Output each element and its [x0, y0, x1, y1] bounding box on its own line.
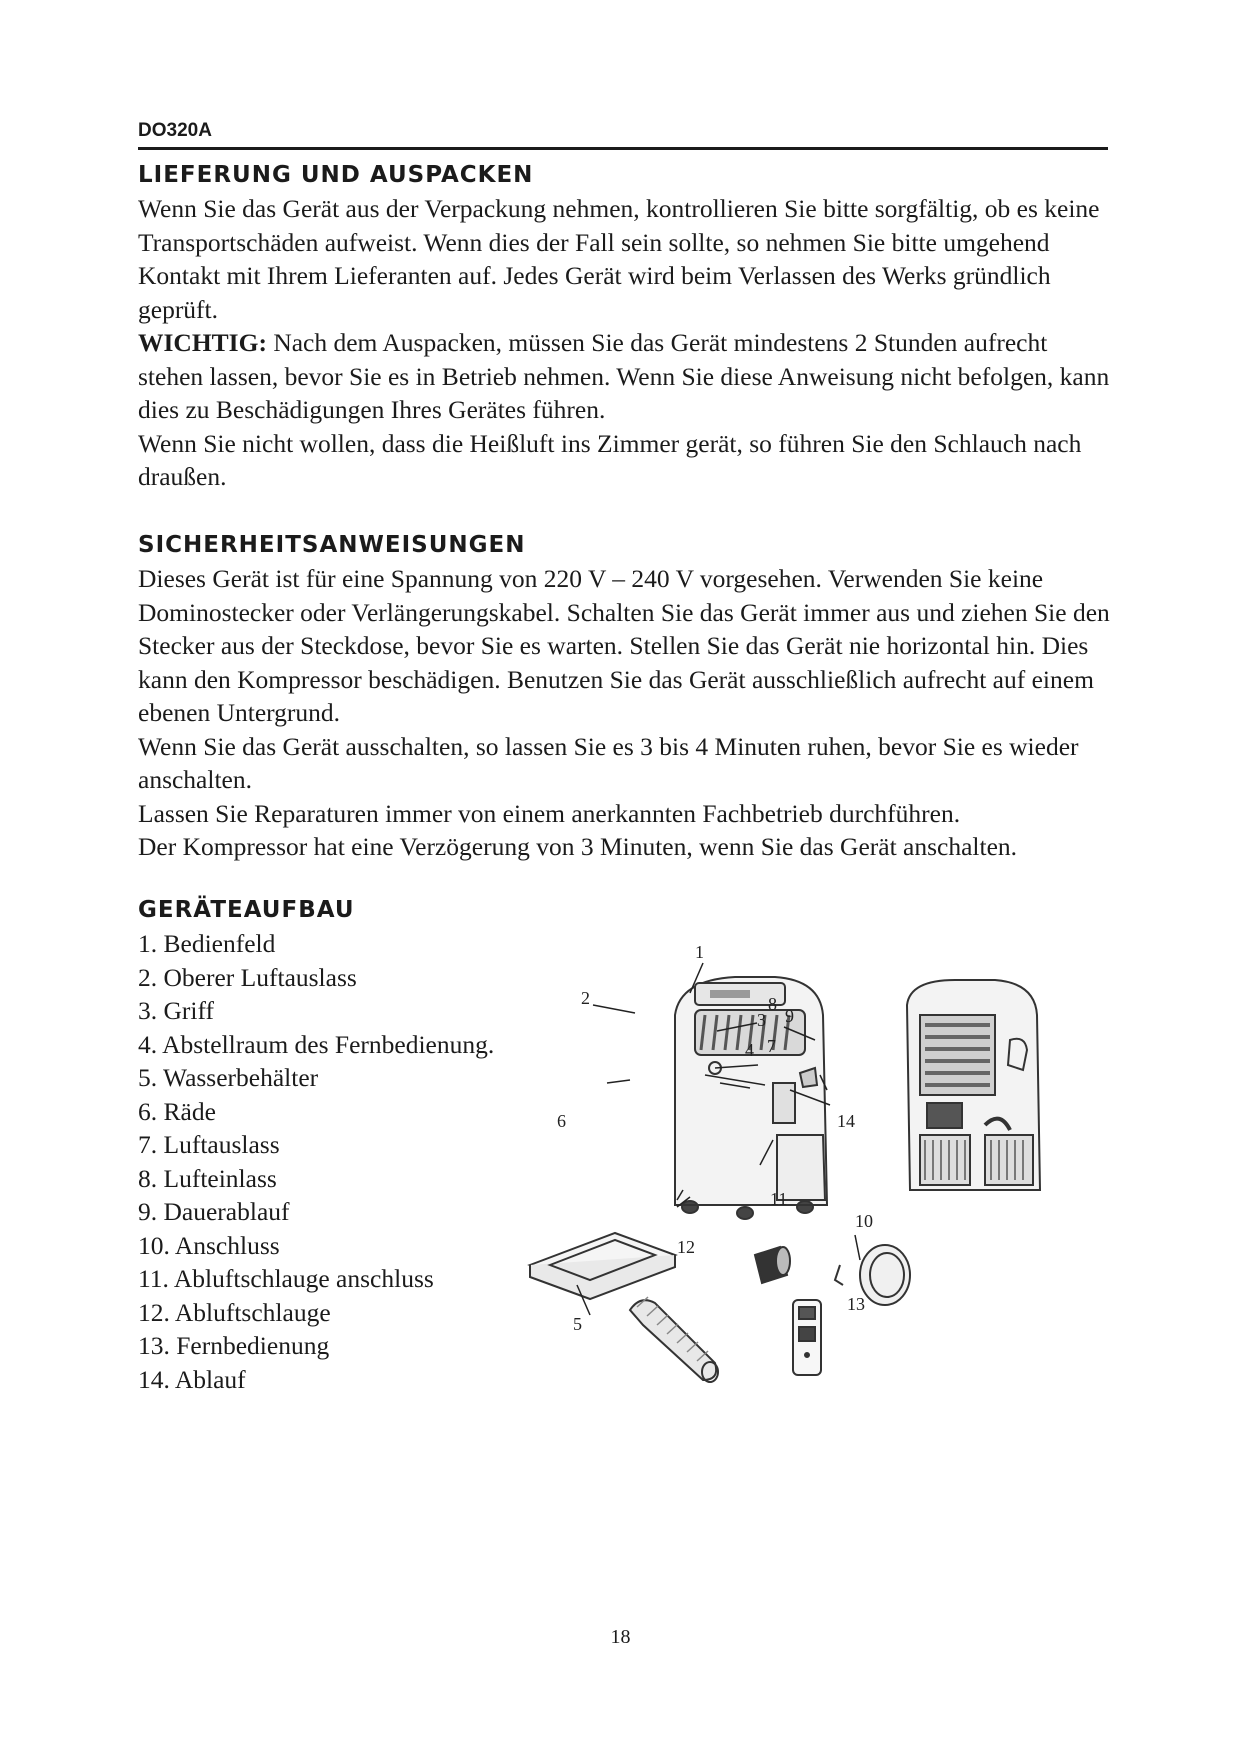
- front-unit-illustration: [675, 977, 827, 1219]
- list-item: 11. Abluftschlauge anschluss: [138, 1264, 434, 1293]
- safety-paragraph-2: Wenn Sie das Gerät ausschalten, so lassen Sie es 3 bis 4 Minuten ruhen, bevor Sie es wieder anschalten.: [138, 731, 1079, 794]
- list-item: 2. Oberer Luftauslass: [138, 962, 357, 992]
- safety-paragraph-4: Der Kompressor hat eine Verzögerung von 3 Minuten, wenn Sie das Gerät anschalten.: [138, 832, 1018, 861]
- list-item: 3. Griff: [138, 996, 215, 1025]
- important-label: WICHTIG:: [138, 328, 267, 357]
- diagram-label-13: 13: [847, 1294, 865, 1314]
- list-item: 4. Abstellraum des Fernbedienung.: [138, 1029, 495, 1059]
- delivery-paragraph-2: [138, 326, 1118, 427]
- diagram-label-11: 11: [770, 1189, 788, 1209]
- list-item: 9. Dauerablauf: [138, 1197, 290, 1226]
- back-unit-illustration: [907, 980, 1040, 1190]
- diagram-label-7: 7: [767, 1036, 776, 1056]
- diagram-label-12: 12: [677, 1237, 695, 1257]
- list-item: 7. Luftauslass: [138, 1130, 280, 1159]
- diagram-label-3: 3: [757, 1010, 766, 1030]
- page-number: 18: [610, 1626, 631, 1648]
- list-item: 12. Abluftschlauge: [138, 1297, 331, 1327]
- section-heading-components: GERÄTEAUFBAU: [138, 897, 355, 923]
- list-item: 5. Wasserbehälter: [138, 1063, 319, 1092]
- list-item: 13. Fernbedienung: [138, 1331, 330, 1360]
- model-number: DO320A: [138, 120, 212, 141]
- water-tray-illustration: [530, 1233, 675, 1299]
- diagram-label-6: 6: [557, 1111, 566, 1131]
- diagram-label-2: 2: [581, 988, 590, 1008]
- diagram-label-4: 4: [745, 1040, 754, 1060]
- components-list: [138, 927, 558, 1396]
- list-item: 1. Bedienfeld: [138, 929, 276, 958]
- safety-paragraph-3: Lassen Sie Reparaturen immer von einem anerkannten Fachbetrieb durchführen.: [138, 798, 961, 828]
- section-heading-delivery: LIEFERUNG UND AUSPACKEN: [138, 162, 534, 188]
- important-text: Nach dem Auspacken, müssen Sie das Gerät mindestens 2 Stunden aufrecht stehen lassen, bevor Sie es in Betrieb nehmen. Wenn Sie diese Anweisung nicht befolgen, kann dies zu Beschädigungen Ihres Gerätes führen.: [138, 328, 1110, 424]
- list-item: 8. Lufteinlass: [138, 1163, 277, 1193]
- header-rule: [138, 147, 1108, 150]
- list-item: 6. Räde: [138, 1096, 216, 1126]
- list-item: 10. Anschluss: [138, 1230, 280, 1260]
- list-item: 14. Ablauf: [138, 1364, 246, 1394]
- delivery-paragraph-1: Wenn Sie das Gerät aus der Verpackung nehmen, kontrollieren Sie bitte sorgfältig, ob es keine Transportschäden aufweist. Wenn dies der Fall sein sollte, so nehmen Sie bitte umgehend Kontakt mit Ihrem Lieferanten auf. Jedes Gerät wird beim Verlassen des Werks gründlich geprüft.: [138, 194, 1100, 324]
- diagram-label-5: 5: [573, 1314, 582, 1334]
- remote-control-illustration: [793, 1300, 821, 1375]
- hose-connector-illustration: [755, 1247, 790, 1283]
- diagram-label-1: 1: [695, 942, 704, 962]
- safety-paragraph-1: Dieses Gerät ist für eine Spannung von 220 V – 240 V vorgesehen. Verwenden Sie keine Dominostecker oder Verlängerungskabel. Schalten Sie das Gerät immer aus und ziehen Sie den Stecker aus der Steckdose, bevor Sie es warten. Stellen Sie das Gerät nie horizontal hin. Dies kann den Kompressor beschädigen. Benutzen Sie das Gerät ausschließlich aufrecht auf einem ebenen Untergrund.: [138, 564, 1110, 727]
- section-delivery: [138, 160, 1118, 494]
- diagram-label-14: 14: [837, 1111, 855, 1131]
- diagram-label-9: 9: [785, 1006, 794, 1026]
- diagram-label-8: 8: [768, 994, 777, 1014]
- device-diagram: [515, 935, 1135, 1435]
- delivery-paragraph-3: Wenn Sie nicht wollen, dass die Heißluft ins Zimmer gerät, so führen Sie den Schlauch nach draußen.: [138, 428, 1082, 491]
- section-heading-safety: SICHERHEITSANWEISUNGEN: [138, 532, 526, 558]
- exhaust-hose-illustration: [630, 1297, 718, 1382]
- section-components: [138, 895, 558, 1396]
- section-safety: [138, 530, 1118, 864]
- diagram-label-10: 10: [855, 1211, 873, 1231]
